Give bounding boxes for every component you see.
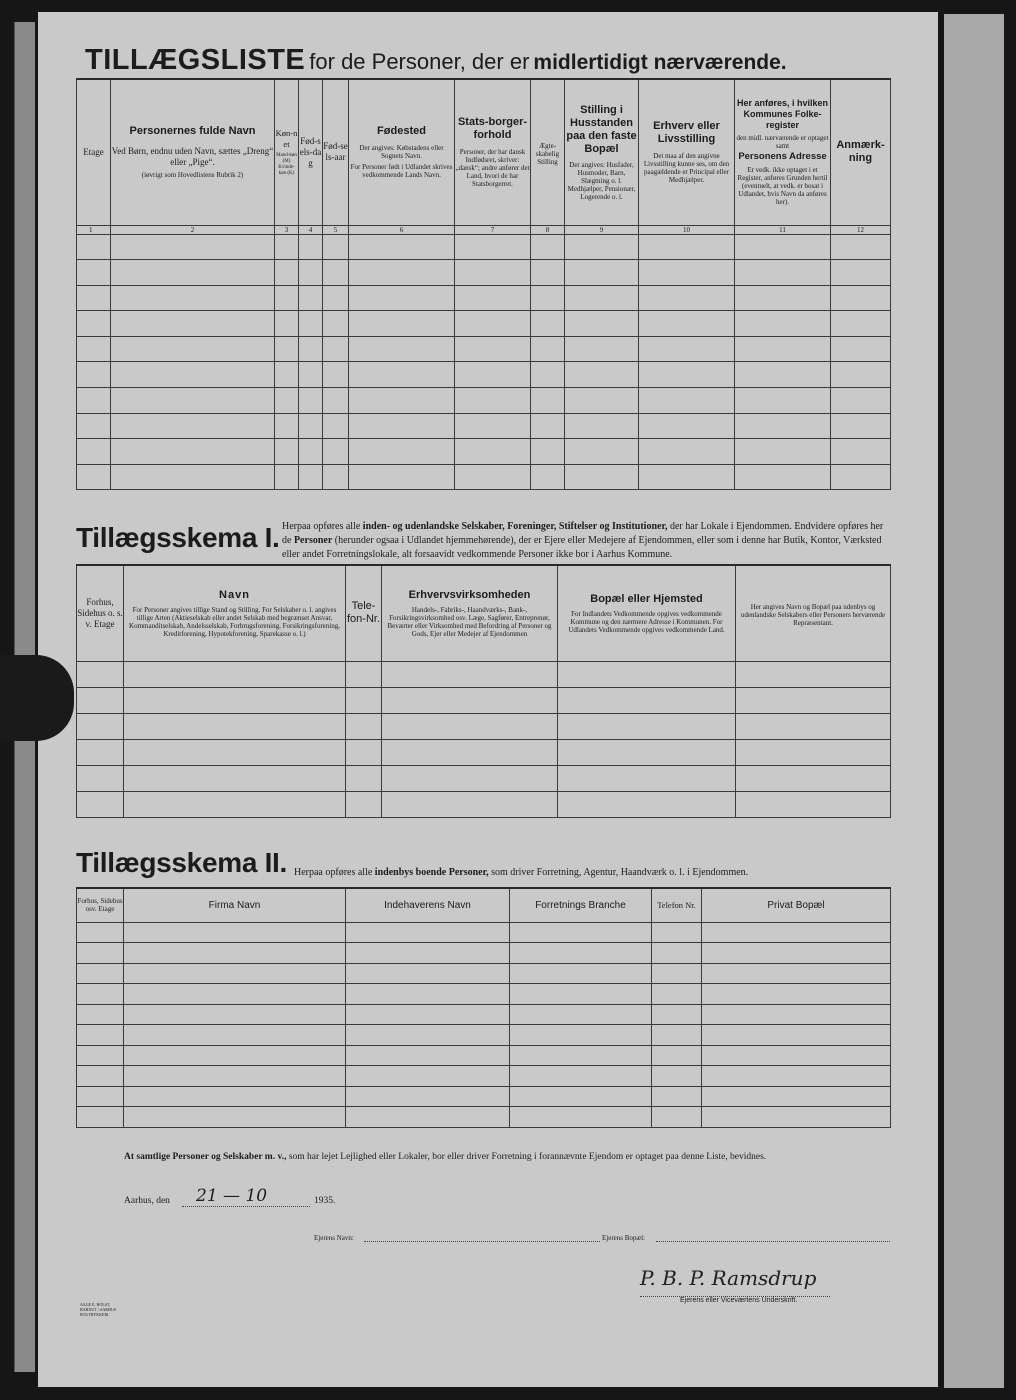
- table-row: [77, 439, 891, 465]
- table-cell[interactable]: [299, 260, 323, 286]
- table-cell[interactable]: [124, 1045, 346, 1066]
- table-cell[interactable]: [124, 984, 346, 1005]
- table-cell[interactable]: [455, 311, 531, 337]
- s2-header-firm: Firma Navn: [124, 888, 346, 922]
- table-cell[interactable]: [735, 439, 831, 465]
- table-row: [77, 791, 891, 817]
- title-end: midlertidigt nærværende.: [533, 51, 787, 74]
- table-row: [77, 1066, 891, 1087]
- table-cell[interactable]: [275, 311, 299, 337]
- table-cell[interactable]: [349, 362, 455, 388]
- table-cell[interactable]: [111, 285, 275, 311]
- table-cell[interactable]: [510, 1025, 652, 1046]
- table-cell[interactable]: [531, 439, 565, 465]
- table-cell[interactable]: [831, 362, 891, 388]
- table-row: [77, 765, 891, 791]
- owner-name-label: Ejerens Navn:: [314, 1234, 354, 1242]
- table-cell[interactable]: [565, 464, 639, 490]
- header-marital: Ægte-skabelig Stilling: [531, 79, 565, 225]
- header-gender: Køn-net Mand-køn (M) Kvinde-køn (K): [275, 79, 299, 225]
- table-cell[interactable]: [831, 336, 891, 362]
- table-cell[interactable]: [124, 739, 346, 765]
- table-cell[interactable]: [455, 336, 531, 362]
- table-row: [77, 311, 891, 337]
- table-cell[interactable]: [349, 311, 455, 337]
- table-cell[interactable]: [323, 285, 349, 311]
- table-cell[interactable]: [455, 234, 531, 260]
- table-cell[interactable]: [639, 388, 735, 414]
- s2-header-owner: Indehaverens Navn: [346, 888, 510, 922]
- s1-header-representative: Her angives Navn og Bopæl paa udenbys og udenlandske Selskabers eller Personers herværende Repræsentant.: [736, 565, 891, 661]
- column-number-row: 1 2 3 4 5 6 7 8 9 10 11 12: [77, 225, 891, 234]
- header-birthyear: Fød-sels-aar: [323, 79, 349, 225]
- table-cell[interactable]: [299, 362, 323, 388]
- header-birthplace: Fødested Der angives: Købstadens eller Sognets Navn. For Personer født i Udlandet skrives vedkommende Lands Navn.: [349, 79, 455, 225]
- table-cell[interactable]: [510, 1086, 652, 1107]
- table-row: [77, 362, 891, 388]
- table-row: [77, 285, 891, 311]
- table-cell[interactable]: [639, 260, 735, 286]
- table-cell[interactable]: [346, 1025, 510, 1046]
- owner-address-line: [656, 1241, 890, 1242]
- table-cell[interactable]: [346, 765, 382, 791]
- handwritten-date: 21 — 10: [196, 1186, 268, 1206]
- table-cell[interactable]: [455, 464, 531, 490]
- header-remarks: Anmærk-ning: [831, 79, 891, 225]
- table-cell[interactable]: [346, 661, 382, 687]
- table-cell[interactable]: [275, 260, 299, 286]
- table-cell[interactable]: [111, 260, 275, 286]
- table-cell[interactable]: [77, 285, 111, 311]
- table-cell[interactable]: [652, 984, 702, 1005]
- table-cell[interactable]: [275, 362, 299, 388]
- table-cell[interactable]: [455, 388, 531, 414]
- printer-mark: AAGE E. HOLST, BAHNUT / AARHUS BOGTRYKKERI: [80, 1302, 116, 1317]
- table-cell[interactable]: [735, 311, 831, 337]
- table-cell[interactable]: [531, 464, 565, 490]
- date-line: [182, 1206, 310, 1207]
- skema2-title: Tillægsskema II.: [76, 847, 288, 878]
- table-cell[interactable]: [299, 413, 323, 439]
- table-cell[interactable]: [124, 1004, 346, 1025]
- skema1-description: Herpaa opføres alle inden- og udenlandske Selskaber, Foreninger, Stiftelser og Institutioner, der har Lokale i Ejendommen. Endvidere opføres her de Personer (herunder ogsaa i Udlandet hjemmehørende), der er Ejere eller Medejere af Ejendommen, eller som i denne har Butik, Kontor, Værksted eller andet Forretningslokale, alt forsaavidt vedkommende Personer ikke bor i Aarhus Kommune.: [282, 521, 884, 560]
- table-row: [77, 464, 891, 490]
- table-cell[interactable]: [346, 791, 382, 817]
- table-row: [77, 1025, 891, 1046]
- table-cell[interactable]: [531, 336, 565, 362]
- table-cell[interactable]: [702, 1045, 891, 1066]
- table-cell[interactable]: [77, 791, 124, 817]
- table-cell[interactable]: [639, 439, 735, 465]
- table-cell[interactable]: [652, 1107, 702, 1128]
- table-cell[interactable]: [702, 984, 891, 1005]
- table-cell[interactable]: [323, 464, 349, 490]
- table-cell[interactable]: [111, 362, 275, 388]
- table-cell[interactable]: [77, 1025, 124, 1046]
- table-cell[interactable]: [702, 963, 891, 984]
- table-row: [77, 260, 891, 286]
- table-cell[interactable]: [323, 260, 349, 286]
- table-cell[interactable]: [382, 687, 558, 713]
- table-cell[interactable]: [77, 260, 111, 286]
- table-cell[interactable]: [702, 943, 891, 964]
- table-cell[interactable]: [77, 1066, 124, 1087]
- table-cell[interactable]: [124, 1086, 346, 1107]
- header-etage: Etage: [77, 79, 111, 225]
- table-cell[interactable]: [639, 464, 735, 490]
- header-name: Personernes fulde Navn Ved Børn, endnu uden Navn, sættes „Dreng“ eller „Pige“. (iøvrigt som Hovedlistens Rubrik 2): [111, 79, 275, 225]
- table-cell[interactable]: [346, 1066, 510, 1087]
- title-main: TILLÆGSLISTE: [85, 44, 306, 76]
- table-row: [77, 739, 891, 765]
- table-row: [77, 413, 891, 439]
- table-cell[interactable]: [558, 661, 736, 687]
- table-cell[interactable]: [124, 791, 346, 817]
- table-cell[interactable]: [124, 687, 346, 713]
- table-cell[interactable]: [111, 464, 275, 490]
- table-cell[interactable]: [124, 1066, 346, 1087]
- table-cell[interactable]: [531, 413, 565, 439]
- table-row: [77, 388, 891, 414]
- table-cell[interactable]: [558, 791, 736, 817]
- table-row: [77, 1107, 891, 1128]
- place-label: Aarhus, den: [124, 1196, 170, 1206]
- binder-clip: [0, 655, 74, 741]
- table-cell[interactable]: [510, 1004, 652, 1025]
- table-row: [77, 963, 891, 984]
- table-cell[interactable]: [735, 413, 831, 439]
- table-cell[interactable]: [382, 739, 558, 765]
- table-cell[interactable]: [275, 413, 299, 439]
- table-cell[interactable]: [531, 311, 565, 337]
- table-cell[interactable]: [382, 661, 558, 687]
- table-cell[interactable]: [639, 234, 735, 260]
- table-cell[interactable]: [111, 413, 275, 439]
- table-cell[interactable]: [346, 943, 510, 964]
- table-cell[interactable]: [346, 984, 510, 1005]
- s2-header-floor: Forhus, Sidehus osv. Etage: [77, 888, 124, 922]
- table-cell[interactable]: [346, 1004, 510, 1025]
- table-cell[interactable]: [736, 687, 891, 713]
- table-cell[interactable]: [111, 311, 275, 337]
- table-cell[interactable]: [735, 260, 831, 286]
- table-cell[interactable]: [736, 791, 891, 817]
- table-cell[interactable]: [323, 311, 349, 337]
- table-cell[interactable]: [275, 234, 299, 260]
- table-cell[interactable]: [702, 1086, 891, 1107]
- table-cell[interactable]: [77, 464, 111, 490]
- table-cell[interactable]: [77, 687, 124, 713]
- table-cell[interactable]: [349, 388, 455, 414]
- s1-header-residence: Bopæl eller Hjemsted For Indlandets Vedkommende opgives vedkommende Kommune og den nærmere Adresse i Kommunen. For Udlandets Vedkommende opgives vedkommende Land.: [558, 565, 736, 661]
- table-cell[interactable]: [455, 413, 531, 439]
- table-cell[interactable]: [558, 739, 736, 765]
- header-birthday: Fød-sels-dag: [299, 79, 323, 225]
- table-cell[interactable]: [124, 922, 346, 943]
- table-cell[interactable]: [735, 388, 831, 414]
- table-cell[interactable]: [735, 362, 831, 388]
- table-cell[interactable]: [510, 963, 652, 984]
- table-cell[interactable]: [77, 388, 111, 414]
- table-cell[interactable]: [111, 234, 275, 260]
- table-cell[interactable]: [349, 439, 455, 465]
- table-cell[interactable]: [735, 285, 831, 311]
- table-cell[interactable]: [531, 285, 565, 311]
- table-cell[interactable]: [565, 260, 639, 286]
- table-row: [77, 1004, 891, 1025]
- s2-header-branch: Forretnings Branche: [510, 888, 652, 922]
- table-cell[interactable]: [531, 260, 565, 286]
- table-cell[interactable]: [639, 336, 735, 362]
- table-cell[interactable]: [565, 439, 639, 465]
- signature-caption: Ejerens eller Viceværtens Underskrift.: [680, 1297, 798, 1304]
- form-title: [85, 44, 885, 77]
- table-cell[interactable]: [652, 943, 702, 964]
- table-cell[interactable]: [77, 362, 111, 388]
- table-cell[interactable]: [565, 388, 639, 414]
- table-cell[interactable]: [831, 311, 891, 337]
- table-row: [77, 336, 891, 362]
- table-cell[interactable]: [736, 739, 891, 765]
- main-table: [76, 78, 891, 490]
- table-cell[interactable]: [346, 739, 382, 765]
- table-cell[interactable]: [831, 413, 891, 439]
- next-page-edge: [944, 14, 1004, 1388]
- skema2-table: [76, 887, 891, 1128]
- table-cell[interactable]: [702, 922, 891, 943]
- table-cell[interactable]: [323, 439, 349, 465]
- table-cell[interactable]: [77, 1086, 124, 1107]
- table-cell[interactable]: [831, 234, 891, 260]
- table-row: [77, 1086, 891, 1107]
- table-cell[interactable]: [346, 1107, 510, 1128]
- table-cell[interactable]: [111, 439, 275, 465]
- table-cell[interactable]: [702, 1066, 891, 1087]
- table-cell[interactable]: [346, 963, 510, 984]
- table-cell[interactable]: [382, 791, 558, 817]
- table-cell[interactable]: [349, 413, 455, 439]
- table-cell[interactable]: [652, 963, 702, 984]
- table-cell[interactable]: [558, 687, 736, 713]
- s2-header-phone: Telefon Nr.: [652, 888, 702, 922]
- table-cell[interactable]: [77, 234, 111, 260]
- owner-name-line: [364, 1241, 600, 1242]
- table-cell[interactable]: [639, 362, 735, 388]
- table-cell[interactable]: [531, 234, 565, 260]
- table-cell[interactable]: [510, 1107, 652, 1128]
- header-occupation: Erhverv eller Livsstilling Det maa af den angivne Livsstilling kunne ses, om den paagældende er Principal eller Medhjælper.: [639, 79, 735, 225]
- table-cell[interactable]: [652, 1025, 702, 1046]
- table-cell[interactable]: [455, 285, 531, 311]
- table-cell[interactable]: [652, 1004, 702, 1025]
- table-cell[interactable]: [349, 260, 455, 286]
- table-cell[interactable]: [382, 765, 558, 791]
- table-cell[interactable]: [77, 922, 124, 943]
- table-cell[interactable]: [77, 439, 111, 465]
- table-cell[interactable]: [736, 661, 891, 687]
- table-row: [77, 713, 891, 739]
- table-cell[interactable]: [349, 464, 455, 490]
- table-cell[interactable]: [565, 362, 639, 388]
- owner-address-label: Ejerens Bopæl:: [602, 1234, 645, 1242]
- table-row: [77, 661, 891, 687]
- table-cell[interactable]: [299, 234, 323, 260]
- table-cell[interactable]: [77, 661, 124, 687]
- table-cell[interactable]: [639, 311, 735, 337]
- table-cell[interactable]: [124, 661, 346, 687]
- table-cell[interactable]: [299, 336, 323, 362]
- table-row: [77, 984, 891, 1005]
- table-cell[interactable]: [77, 984, 124, 1005]
- table-cell[interactable]: [124, 1025, 346, 1046]
- s1-header-phone: Tele-fon-Nr.: [346, 565, 382, 661]
- table-cell[interactable]: [702, 1025, 891, 1046]
- table-cell[interactable]: [77, 765, 124, 791]
- table-cell[interactable]: [510, 922, 652, 943]
- table-row: [77, 687, 891, 713]
- table-cell[interactable]: [299, 285, 323, 311]
- table-cell[interactable]: [299, 439, 323, 465]
- table-cell[interactable]: [77, 713, 124, 739]
- table-cell[interactable]: [455, 362, 531, 388]
- table-cell[interactable]: [639, 285, 735, 311]
- table-cell[interactable]: [77, 943, 124, 964]
- table-cell[interactable]: [652, 1086, 702, 1107]
- table-cell[interactable]: [382, 713, 558, 739]
- table-cell[interactable]: [652, 1066, 702, 1087]
- table-cell[interactable]: [735, 464, 831, 490]
- table-cell[interactable]: [349, 285, 455, 311]
- table-cell[interactable]: [77, 311, 111, 337]
- table-cell[interactable]: [736, 765, 891, 791]
- table-cell[interactable]: [702, 1004, 891, 1025]
- table-cell[interactable]: [77, 963, 124, 984]
- table-cell[interactable]: [299, 388, 323, 414]
- table-cell[interactable]: [124, 1107, 346, 1128]
- table-cell[interactable]: [275, 439, 299, 465]
- table-row: [77, 1045, 891, 1066]
- table-cell[interactable]: [275, 464, 299, 490]
- table-cell[interactable]: [349, 336, 455, 362]
- table-cell[interactable]: [111, 336, 275, 362]
- table-cell[interactable]: [831, 260, 891, 286]
- skema1-title: Tillægsskema I.: [76, 522, 280, 553]
- table-cell[interactable]: [77, 739, 124, 765]
- table-cell[interactable]: [346, 713, 382, 739]
- table-cell[interactable]: [124, 765, 346, 791]
- table-cell[interactable]: [299, 464, 323, 490]
- table-cell[interactable]: [735, 234, 831, 260]
- table-cell[interactable]: [831, 439, 891, 465]
- table-cell[interactable]: [323, 362, 349, 388]
- table-cell[interactable]: [455, 260, 531, 286]
- table-cell[interactable]: [510, 984, 652, 1005]
- skema1-table: [76, 564, 891, 818]
- table-cell[interactable]: [735, 336, 831, 362]
- table-row: [77, 234, 891, 260]
- table-cell[interactable]: [558, 765, 736, 791]
- table-cell[interactable]: [736, 713, 891, 739]
- table-cell[interactable]: [565, 311, 639, 337]
- table-cell[interactable]: [323, 234, 349, 260]
- s1-header-name: Navn For Personer angives tillige Stand og Stilling. For Selskaber o. l. angives tillige Arten (Aktieselskab eller andet Selskab med begrænset Ansvar, Kommanditselskab, Andelsselskab, Forbrugsforening, Forsikringsforening, Kreditforening, Hypotekforening, Sparekasse o. l.): [124, 565, 346, 661]
- table-cell[interactable]: [652, 1045, 702, 1066]
- table-cell[interactable]: [77, 336, 111, 362]
- header-citizenship: Stats-borger-forhold Personer, der har dansk Indfødsret, skriver: „dansk“; andre anfører det Land, hvori de har Statsborgerret.: [455, 79, 531, 225]
- table-cell[interactable]: [531, 362, 565, 388]
- table-cell[interactable]: [831, 285, 891, 311]
- table-cell[interactable]: [346, 687, 382, 713]
- table-cell[interactable]: [77, 413, 111, 439]
- table-cell[interactable]: [455, 439, 531, 465]
- attestation-text: At samtlige Personer og Selskaber m. v., som har lejet Lejlighed eller Lokaler, bor eller driver Forretning i forannævnte Ejendom er optaget paa denne Liste, bevidnes.: [124, 1152, 767, 1162]
- table-row: [77, 922, 891, 943]
- header-household: Stilling i Husstanden paa den faste Bopæl Der angives: Husfader, Husmoder, Barn, Slægtning o. l. Medhjælper, Pensionær, Logerende o. l.: [565, 79, 639, 225]
- table-cell[interactable]: [652, 922, 702, 943]
- table-cell[interactable]: [299, 311, 323, 337]
- table-cell[interactable]: [323, 413, 349, 439]
- table-cell[interactable]: [346, 1045, 510, 1066]
- table-cell[interactable]: [565, 285, 639, 311]
- table-cell[interactable]: [349, 234, 455, 260]
- table-cell[interactable]: [565, 336, 639, 362]
- skema2-description: Herpaa opføres alle indenbys boende Personer, som driver Forretning, Agentur, Haandværk o. l. i Ejendommen.: [294, 867, 749, 878]
- title-middle: for de Personer, der er: [309, 49, 530, 74]
- table-cell[interactable]: [831, 464, 891, 490]
- table-cell[interactable]: [558, 713, 736, 739]
- table-cell[interactable]: [124, 943, 346, 964]
- table-cell[interactable]: [639, 413, 735, 439]
- table-cell[interactable]: [77, 1045, 124, 1066]
- table-cell[interactable]: [124, 713, 346, 739]
- table-cell[interactable]: [831, 388, 891, 414]
- table-cell[interactable]: [510, 1045, 652, 1066]
- table-cell[interactable]: [510, 1066, 652, 1087]
- table-cell[interactable]: [111, 388, 275, 414]
- table-cell[interactable]: [124, 963, 346, 984]
- table-cell[interactable]: [275, 285, 299, 311]
- table-cell[interactable]: [323, 336, 349, 362]
- s1-header-business: Erhvervsvirksomheden Handels-, Fabriks-, Haandværks-, Bank-, Forsikringsvirksomhed osv. Læge, Sagfører, Entreprenør, Beværter eller Virksomhed med Befordring af Personer og Gods, Ejer eller Medejer af Ejendommen: [382, 565, 558, 661]
- table-cell[interactable]: [346, 1086, 510, 1107]
- table-cell[interactable]: [77, 1107, 124, 1128]
- table-cell[interactable]: [275, 388, 299, 414]
- table-cell[interactable]: [565, 234, 639, 260]
- header-register: Her anføres, i hvilken Kommunes Folke-register den midl. nærværende er optaget samt Personens Adresse Er vedk. ikke optaget i et Register, anføres Grunden hertil (eventuelt, at vedk. er bosat i Udlandet, hvis Navn da anføres her).: [735, 79, 831, 225]
- table-cell[interactable]: [565, 413, 639, 439]
- table-cell[interactable]: [275, 336, 299, 362]
- s1-header-floor: Forhus, Sidehus o. s. v. Etage: [77, 565, 124, 661]
- table-cell[interactable]: [323, 388, 349, 414]
- table-cell[interactable]: [77, 1004, 124, 1025]
- table-cell[interactable]: [531, 388, 565, 414]
- year-label: 1935.: [314, 1196, 336, 1206]
- s2-header-private-address: Privat Bopæl: [702, 888, 891, 922]
- table-cell[interactable]: [702, 1107, 891, 1128]
- table-cell[interactable]: [510, 943, 652, 964]
- table-row: [77, 943, 891, 964]
- signature: P. B. P. Ramsdrup: [640, 1266, 817, 1290]
- table-cell[interactable]: [346, 922, 510, 943]
